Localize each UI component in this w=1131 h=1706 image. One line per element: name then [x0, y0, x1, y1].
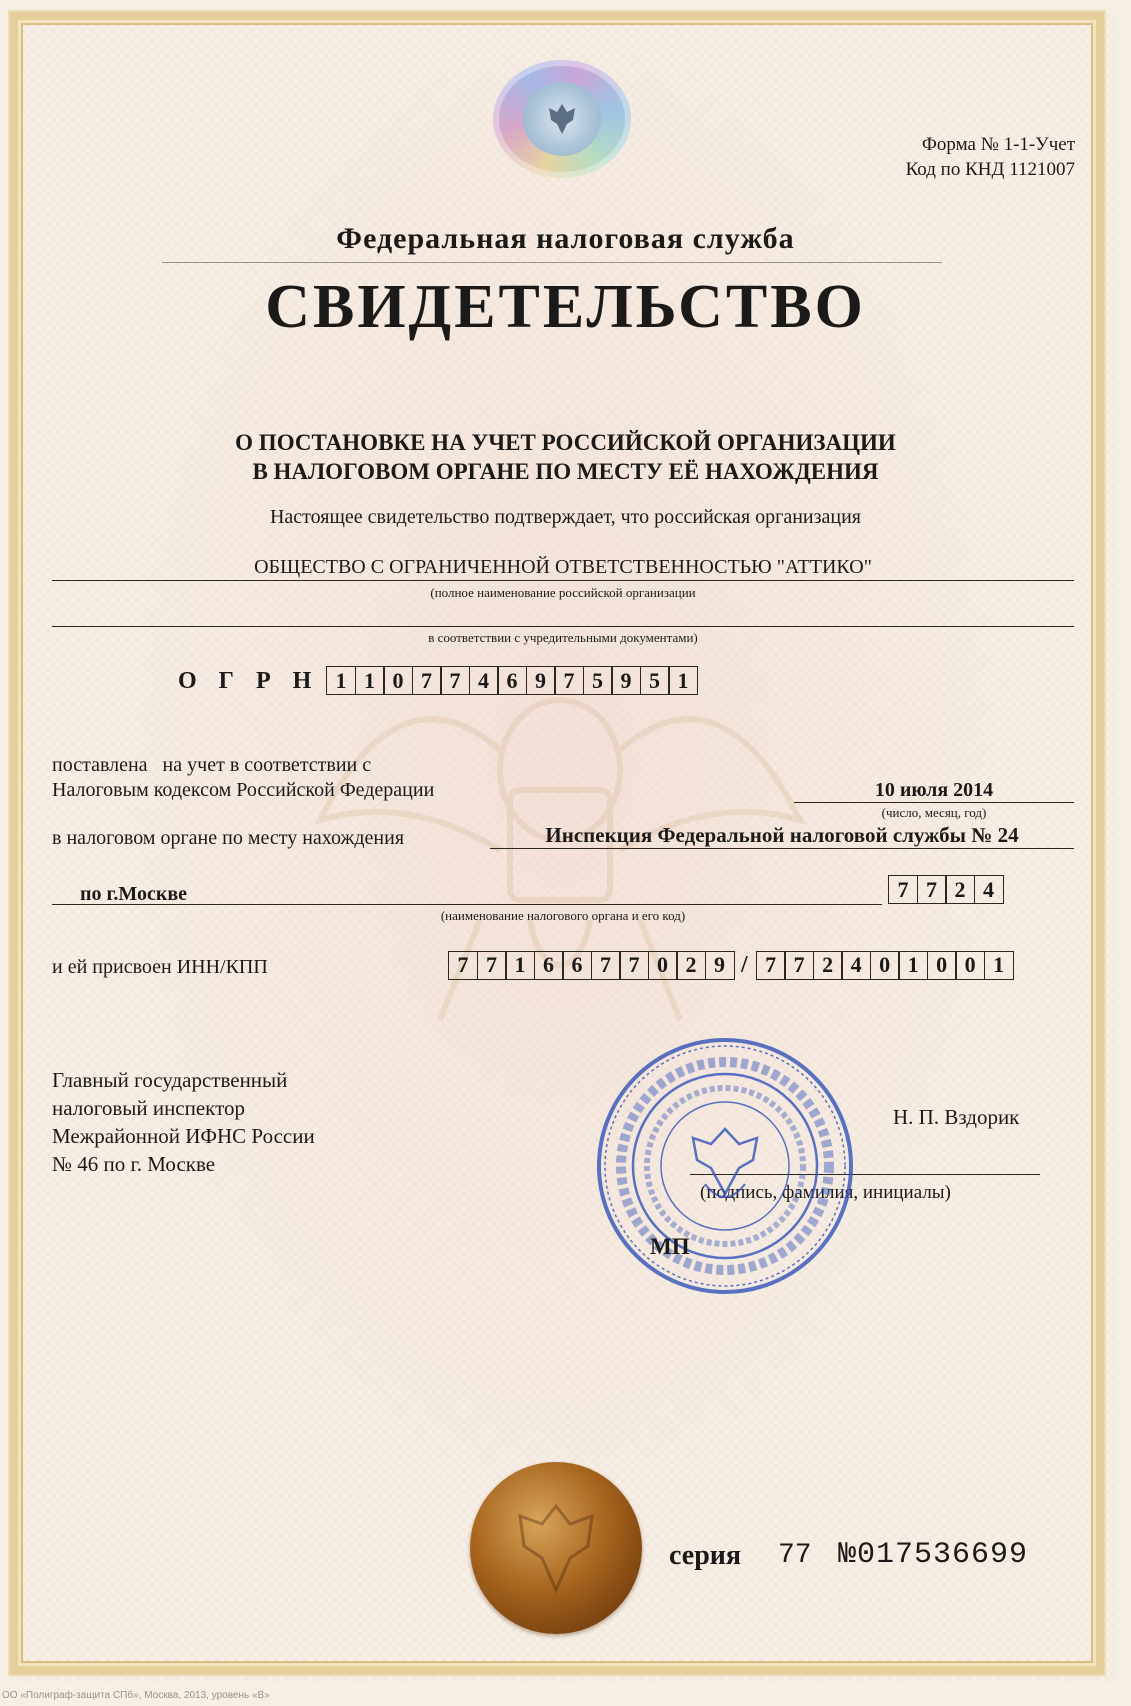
eagle-icon	[537, 94, 587, 144]
ogrn-digit-cell: 5	[583, 666, 613, 695]
agency-name: Федеральная налоговая служба	[336, 222, 795, 255]
inn-digit-cell: 6	[562, 951, 592, 980]
inn-digit-cell: 7	[591, 951, 621, 980]
tax-office-caption: (наименование налогового органа и его код)	[440, 908, 686, 923]
kpp-cells	[756, 951, 1013, 980]
ogrn-digit-cell: 7	[440, 666, 470, 695]
series-label: серия	[669, 1540, 742, 1571]
kpp-digit-cell: 7	[784, 951, 814, 980]
tax-office-code-cells	[888, 875, 1002, 904]
inspector-line-1: Главный государственный	[52, 1068, 288, 1092]
inn-digit-cell: 7	[619, 951, 649, 980]
inn-digit-cell: 2	[676, 951, 706, 980]
inspector-line-2: налоговый инспектор	[52, 1096, 246, 1120]
inspector-title	[52, 1066, 315, 1178]
org-docs-line	[52, 626, 1074, 627]
ogrn-label: ОГРН	[178, 668, 334, 694]
inn-digit-cell: 7	[448, 951, 478, 980]
document-subtitle	[0, 428, 1131, 486]
ogrn-digit-cell: 7	[554, 666, 584, 695]
kpp-digit-cell: 1	[898, 951, 928, 980]
kpp-digit-cell: 1	[984, 951, 1014, 980]
date-line	[794, 802, 1074, 803]
inn-digit-cell: 0	[648, 951, 678, 980]
registered-line-2: Налоговым кодексом Российской Федерации	[52, 779, 435, 801]
inn-kpp-label: и ей присвоен ИНН/КПП	[52, 956, 268, 978]
kpp-digit-cell: 0	[927, 951, 957, 980]
inn-kpp-group	[448, 950, 1012, 980]
registered-line-1: поставлена на учет в соответствии с	[52, 754, 372, 776]
org-name-caption: (полное наименование российской организации	[430, 585, 696, 600]
signer-caption: (подпись, фамилия, инициалы)	[700, 1182, 951, 1203]
kpp-digit-cell: 0	[955, 951, 985, 980]
ogrn-cells	[326, 666, 697, 695]
ogrn-digit-cell: 9	[526, 666, 556, 695]
tax-office-label: в налоговом органе по месту нахождения	[52, 827, 405, 849]
ogrn-digit-cell: 6	[497, 666, 527, 695]
agency-underline	[162, 262, 942, 263]
inn-digit-cell: 6	[534, 951, 564, 980]
registration-date: 10 июля 2014	[874, 779, 994, 801]
inn-cells	[448, 951, 733, 980]
inn-kpp-separator: /	[741, 952, 748, 978]
tax-office-city: по г.Москве	[80, 883, 188, 905]
ogrn-digit-cell: 5	[640, 666, 670, 695]
signer-name: Н. П. Вздорик	[893, 1105, 1020, 1129]
ogrn-digit-cell: 1	[355, 666, 385, 695]
kpp-digit-cell: 0	[870, 951, 900, 980]
inn-digit-cell: 1	[505, 951, 535, 980]
tax-office-name: Инспекция Федеральной налоговой службы № 24	[545, 823, 1019, 847]
tax-office-name-line	[490, 848, 1074, 849]
kpp-digit-cell: 4	[841, 951, 871, 980]
official-stamp-icon	[593, 1034, 857, 1298]
registered-text	[52, 753, 434, 803]
tax-office-code-digit-cell: 4	[974, 875, 1004, 904]
ogrn-digit-cell: 7	[412, 666, 442, 695]
ogrn-digit-cell: 4	[469, 666, 499, 695]
series-value: 77	[778, 1540, 812, 1571]
document-title: СВИДЕТЕЛЬСТВО	[265, 273, 866, 341]
subtitle-line-1: О ПОСТАНОВКЕ НА УЧЕТ РОССИЙСКОЙ ОРГАНИЗАЦИИ	[235, 430, 896, 455]
eagle-icon	[470, 1462, 642, 1634]
form-number-block	[906, 132, 1075, 182]
embossed-seal	[470, 1462, 642, 1634]
ogrn-digit-cell: 0	[383, 666, 413, 695]
inspector-line-4: № 46 по г. Москве	[52, 1152, 216, 1176]
ogrn-digit-cell: 9	[611, 666, 641, 695]
tax-office-city-line	[52, 904, 882, 905]
tax-office-code-digit-cell: 7	[888, 875, 918, 904]
knd-code: Код по КНД 1121007	[905, 159, 1075, 180]
printer-note: ОО «Полиграф-защита СПб», Москва, 2013, уровень «В»	[2, 1690, 270, 1701]
inn-digit-cell: 7	[477, 951, 507, 980]
stamp-place-label: МП	[650, 1234, 690, 1259]
org-name-line	[52, 580, 1074, 581]
kpp-digit-cell: 2	[813, 951, 843, 980]
ogrn-digit-cell: 1	[668, 666, 698, 695]
inspector-line-3: Межрайонной ИФНС России	[52, 1124, 315, 1148]
tax-office-code-digit-cell: 2	[945, 875, 975, 904]
organization-name: ОБЩЕСТВО С ОГРАНИЧЕННОЙ ОТВЕТСТВЕННОСТЬЮ "АТТИКО"	[254, 556, 872, 578]
date-caption: (число, месяц, год)	[881, 805, 987, 820]
form-number: Форма № 1-1-Учет	[921, 134, 1075, 155]
kpp-digit-cell: 7	[756, 951, 786, 980]
subtitle-line-2: В НАЛОГОВОМ ОРГАНЕ ПО МЕСТУ ЕЁ НАХОЖДЕНИЯ	[252, 459, 879, 484]
org-docs-caption: в соответствии с учредительными документами)	[428, 630, 698, 645]
inn-digit-cell: 9	[705, 951, 735, 980]
hologram-emblem	[493, 60, 631, 178]
ogrn-digit-cell: 1	[326, 666, 356, 695]
confirms-text: Настоящее свидетельство подтверждает, что российская организация	[269, 506, 862, 528]
tax-office-code-digit-cell: 7	[917, 875, 947, 904]
certificate-number: №017536699	[838, 1538, 1029, 1572]
